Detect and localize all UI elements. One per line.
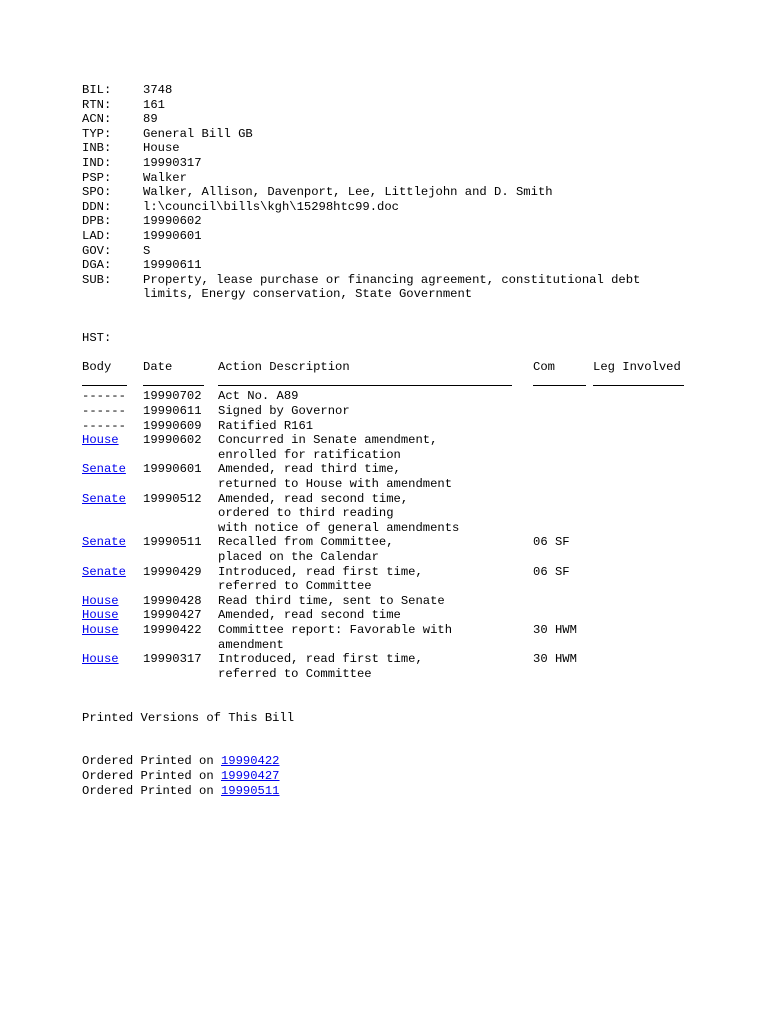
header-com: Com — [533, 360, 555, 375]
action-cell: Introduced, read first time, — [218, 652, 423, 667]
action-cell: Ratified R161 — [218, 418, 314, 433]
date-cell: 19990601 — [143, 462, 202, 477]
field-row — [82, 258, 294, 273]
com-cell: 06 SF — [533, 564, 570, 579]
bill-fields — [82, 83, 641, 302]
action-cell: referred to Committee — [218, 666, 372, 681]
body-cell: ------ — [82, 404, 126, 419]
field-value: 19990602 — [143, 214, 202, 229]
table-row — [82, 622, 577, 638]
action-cell: placed on the Calendar — [218, 550, 379, 564]
header-action: Action Description — [218, 360, 350, 375]
action-cell: Committee report: Favorable with — [218, 622, 453, 637]
date-cell: 19990702 — [143, 389, 202, 404]
body-link[interactable]: House — [82, 433, 119, 448]
history-header — [82, 360, 681, 375]
action-cell: returned to House with amendment — [218, 477, 453, 492]
field-value: 19990601 — [143, 228, 202, 243]
body-cell: ------ — [82, 418, 126, 433]
field-key: SPO: — [82, 185, 112, 200]
action-cell: referred to Committee — [218, 579, 372, 594]
action-cell: Amended, read second time, — [218, 491, 409, 506]
com-cell: 30 HWM — [533, 622, 577, 637]
field-key: DPB: — [82, 214, 112, 229]
printed-version-link[interactable]: 19990422 — [220, 754, 280, 769]
date-cell: 19990511 — [143, 535, 202, 550]
history-table — [82, 389, 577, 681]
action-cell: enrolled for ratification — [218, 447, 401, 462]
table-row — [82, 418, 314, 434]
field-key: ACN: — [82, 112, 112, 127]
rule-action — [218, 385, 512, 386]
body-link[interactable]: Senate — [82, 491, 126, 506]
printed-prefix: Ordered Printed on — [82, 754, 214, 769]
date-cell: 19990602 — [143, 433, 202, 448]
action-cell: Act No. A89 — [218, 389, 299, 404]
table-row — [82, 477, 453, 492]
history-label: HST: — [82, 331, 112, 346]
field-row — [82, 112, 294, 127]
body-link[interactable]: Senate — [82, 462, 126, 477]
field-value: 89 — [143, 112, 158, 127]
field-row — [82, 98, 294, 113]
field-value: l:\council\bills\kgh\15298htc99.doc — [143, 199, 399, 214]
rule-com — [533, 385, 586, 386]
field-row — [82, 272, 641, 288]
body-link[interactable]: Senate — [82, 564, 126, 579]
table-row — [82, 666, 372, 682]
printed-version-link[interactable]: 19990511 — [220, 783, 280, 798]
date-cell: 19990428 — [143, 593, 202, 608]
field-key: DDN: — [82, 199, 112, 214]
field-key: GOV: — [82, 243, 112, 258]
rule-leg — [593, 385, 684, 386]
rule-body — [82, 385, 127, 386]
field-value: General Bill GB — [143, 126, 253, 141]
field-value: 19990317 — [143, 155, 202, 170]
action-cell: with notice of general amendments — [218, 520, 460, 535]
field-row — [82, 229, 294, 244]
field-value: Walker, Allison, Davenport, Lee, Littlejohn and D. Smith — [143, 185, 553, 200]
table-row — [82, 535, 570, 550]
action-cell: ordered to third reading — [218, 506, 394, 521]
printed-title: Printed Versions of This Bill — [82, 710, 295, 725]
printed-item — [82, 754, 294, 769]
field-row — [82, 127, 294, 142]
table-row — [82, 520, 460, 536]
field-key: IND: — [82, 155, 112, 170]
field-row — [82, 185, 553, 200]
field-value: House — [143, 141, 180, 156]
field-row — [82, 214, 294, 229]
body-link[interactable]: House — [82, 622, 119, 637]
header-date: Date — [143, 360, 173, 375]
date-cell: 19990512 — [143, 491, 202, 506]
body-link[interactable]: House — [82, 593, 119, 608]
table-row — [82, 550, 379, 565]
body-link[interactable]: Senate — [82, 535, 126, 550]
date-cell: 19990609 — [143, 418, 202, 433]
field-row — [82, 156, 294, 171]
field-key: RTN: — [82, 97, 112, 112]
field-key: BIL: — [82, 83, 112, 97]
action-cell: Signed by Governor — [218, 404, 350, 419]
field-key: SUB: — [82, 272, 112, 287]
action-cell: Read third time, sent to Senate — [218, 593, 445, 608]
printed-item — [82, 784, 294, 799]
table-row — [82, 462, 401, 477]
action-cell: Amended, read third time, — [218, 462, 401, 477]
field-key: LAD: — [82, 228, 112, 243]
field-row — [82, 287, 473, 302]
date-cell: 19990429 — [143, 564, 202, 579]
table-row — [82, 433, 438, 448]
field-value: S — [143, 243, 151, 258]
field-value: 3748 — [143, 83, 173, 97]
field-key: INB: — [82, 141, 112, 156]
date-cell: 19990611 — [143, 404, 202, 419]
field-row — [82, 171, 294, 186]
field-value: 19990611 — [143, 258, 202, 273]
body-link[interactable]: House — [82, 608, 119, 623]
com-cell: 06 SF — [533, 535, 570, 550]
action-cell: Concurred in Senate amendment, — [218, 433, 438, 448]
action-cell: Recalled from Committee, — [218, 535, 394, 550]
field-value: Walker — [143, 170, 187, 185]
date-cell: 19990317 — [143, 652, 202, 667]
field-row — [82, 199, 399, 215]
body-cell: ------ — [82, 389, 126, 404]
printed-prefix: Ordered Printed on — [82, 768, 214, 783]
header-body: Body — [82, 360, 112, 375]
table-row — [82, 506, 394, 521]
table-row — [82, 447, 401, 463]
header-rules — [82, 375, 294, 390]
printed-prefix: Ordered Printed on — [82, 783, 214, 798]
header-leg: Leg Involved — [593, 360, 681, 375]
printed-list — [82, 754, 294, 798]
date-cell: 19990427 — [143, 608, 202, 623]
table-row — [82, 652, 577, 667]
printed-item — [82, 769, 294, 784]
table-row — [82, 579, 372, 594]
action-cell: Amended, read second time — [218, 608, 401, 623]
action-cell: Introduced, read first time, — [218, 564, 423, 579]
printed-version-link[interactable]: 19990427 — [220, 768, 280, 783]
field-value: 161 — [143, 97, 165, 112]
com-cell: 30 HWM — [533, 652, 577, 667]
field-value: limits, Energy conservation, State Government — [143, 287, 473, 302]
table-row — [82, 593, 445, 609]
bill-document — [82, 83, 681, 798]
field-key: DGA: — [82, 258, 112, 273]
field-key: TYP: — [82, 126, 112, 141]
field-row — [82, 83, 294, 98]
table-row — [82, 491, 409, 507]
field-row — [82, 141, 294, 156]
table-row — [82, 608, 401, 623]
table-row — [82, 638, 294, 653]
field-row — [82, 244, 294, 259]
field-key: PSP: — [82, 170, 112, 185]
date-cell: 19990422 — [143, 622, 202, 637]
table-row — [82, 564, 570, 580]
table-row — [82, 404, 350, 419]
action-cell: amendment — [218, 637, 284, 652]
field-value: Property, lease purchase or financing agreement, constitutional debt — [143, 272, 641, 287]
rule-date — [143, 385, 204, 386]
table-row — [82, 389, 299, 404]
body-link[interactable]: House — [82, 652, 119, 667]
